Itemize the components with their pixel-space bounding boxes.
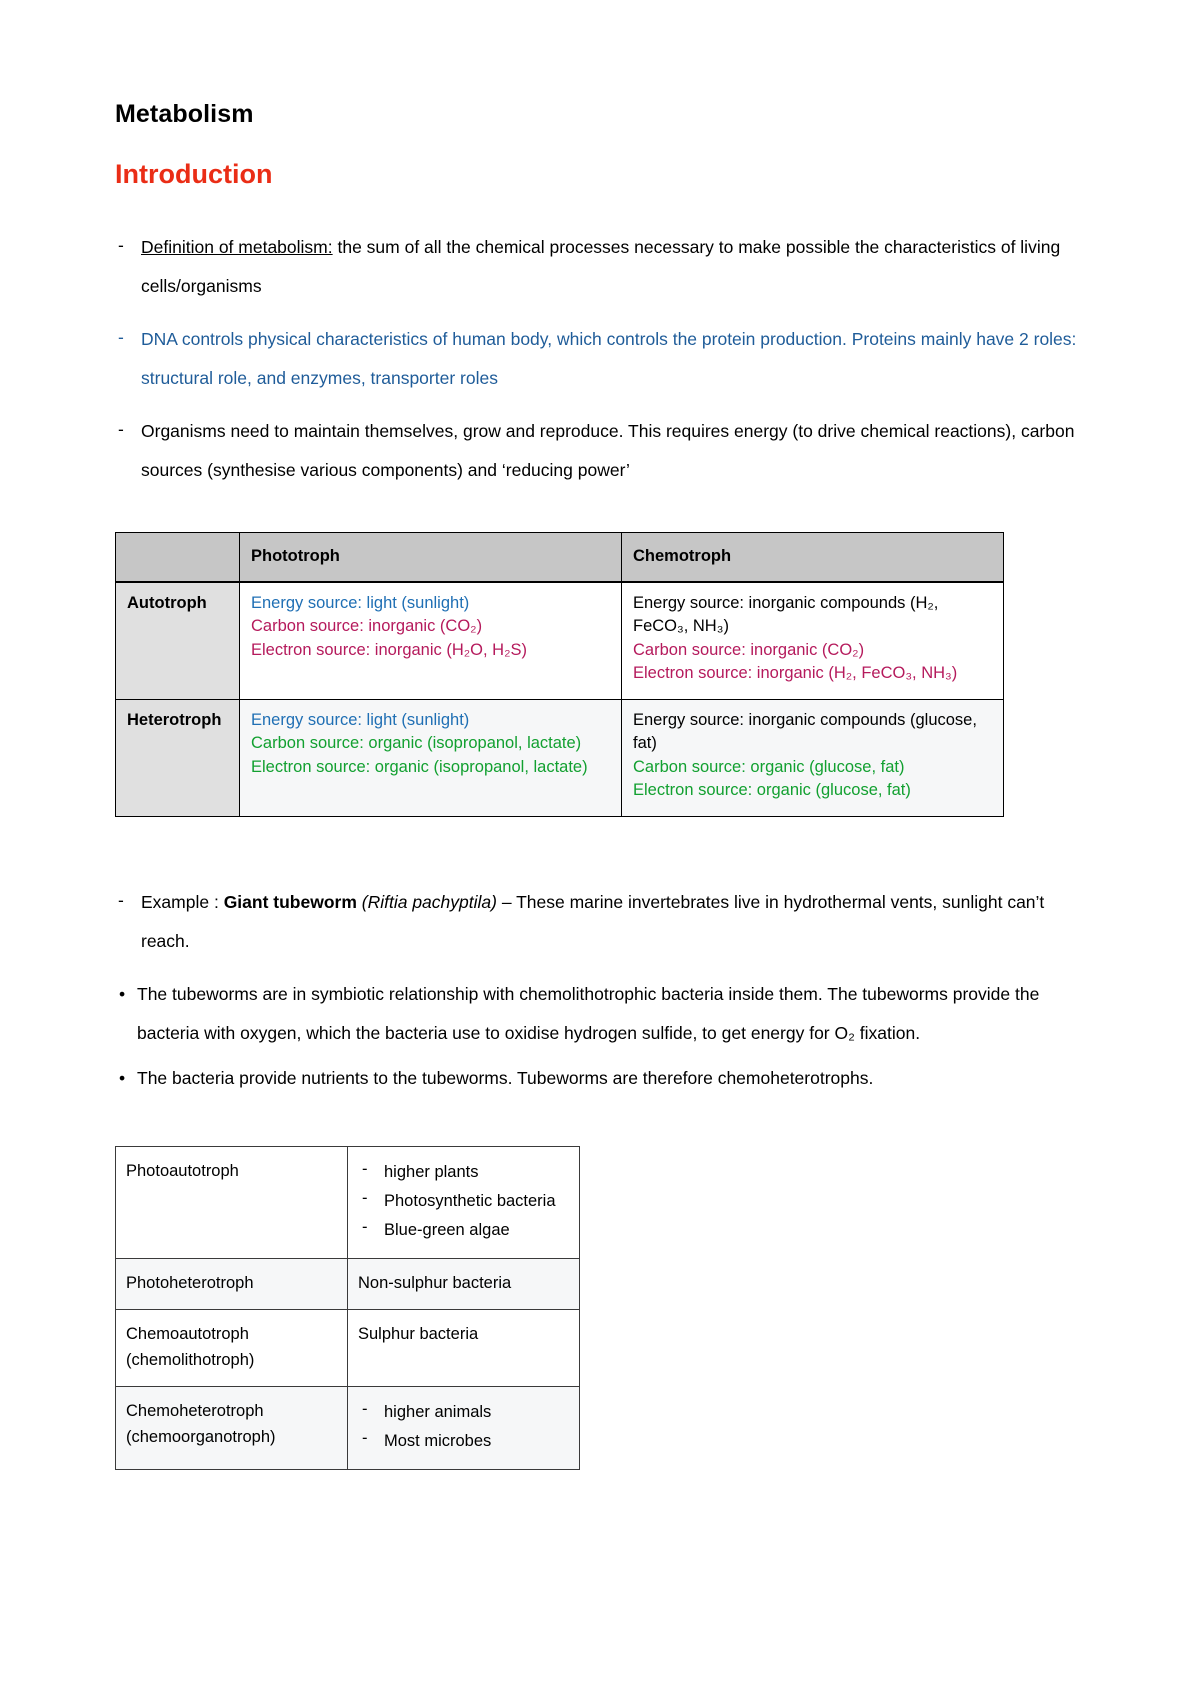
example-bullet-tubeworm	[115, 883, 1085, 961]
electron-source-line: Electron source: inorganic (H₂, FeCO₃, NH₃)	[633, 664, 958, 682]
table-row	[116, 1309, 580, 1386]
header-corner-blank	[116, 533, 240, 582]
carbon-source-line: Carbon source: organic (glucose, fat)	[633, 757, 905, 776]
row-label-heterotroph: Heterotroph	[116, 699, 240, 816]
example-block	[115, 883, 1085, 1098]
example-list	[358, 1398, 569, 1456]
class-examples-chemoheterotroph	[348, 1386, 580, 1469]
list-item: - higher plants	[358, 1158, 569, 1187]
classification-examples-table	[115, 1146, 580, 1470]
example-list	[358, 1158, 569, 1245]
table-row	[116, 1386, 580, 1469]
header-chemotroph: Chemotroph	[622, 533, 1004, 582]
energy-source-line: Energy source: inorganic compounds (H₂, FeCO₃, NH₃)	[633, 593, 939, 635]
example-species-common-name: Giant tubeworm	[223, 891, 357, 912]
class-label-text: Chemoautotroph	[126, 1324, 249, 1343]
intro-bullet-dna: - DNA controls physical characteristics of human body, which controls the protein production. Proteins mainly have 2 roles: structural role, and enzymes, transporter roles	[115, 320, 1085, 398]
definition-text: the sum of all the chemical processes necessary to make possible the characteristics of living cells/organisms	[141, 237, 1061, 296]
list-item: - Most microbes	[358, 1427, 569, 1456]
class-label-photoautotroph	[116, 1146, 348, 1258]
example-species-latin-name: (Riftia pachyptila)	[361, 891, 497, 912]
list-item: - Photosynthetic bacteria	[358, 1187, 569, 1216]
page-title: Metabolism	[115, 100, 254, 128]
example-rest: – These marine invertebrates live in hydrothermal vents, sunlight can’t reach.	[141, 891, 1045, 951]
class-label-text: Photoheterotroph	[126, 1273, 254, 1292]
example-bullet-list	[115, 883, 1085, 961]
table-row-heterotroph	[116, 699, 1004, 816]
cell-heterotroph-chemotroph	[622, 699, 1004, 816]
class-examples-photoheterotroph: Non-sulphur bacteria	[348, 1258, 580, 1309]
electron-source-line: Electron source: organic (glucose, fat)	[633, 781, 911, 799]
electron-source-line: Electron source: organic (isopropanol, lactate)	[251, 757, 588, 776]
trophy-classification-table	[115, 532, 1004, 817]
class-label-photoheterotroph	[116, 1258, 348, 1309]
class-label-text: Photoautotroph	[126, 1161, 239, 1180]
table-header-row	[116, 533, 1004, 582]
intro-bullet-organisms: - Organisms need to maintain themselves, grow and reproduce. This requires energy (to drive chemical reactions), carbon sources (synthesise various components) and ‘reducing power’	[115, 412, 1085, 490]
definition-lead: Definition of metabolism:	[141, 237, 333, 257]
class-label-chemoheterotroph	[116, 1386, 348, 1469]
class-label-chemoautotroph	[116, 1309, 348, 1386]
table-row-autotroph	[116, 582, 1004, 700]
table-row	[116, 1146, 580, 1258]
energy-source-line: Energy source: inorganic compounds (glucose, fat)	[633, 710, 977, 752]
electron-source-line: Electron source: inorganic (H₂O, H₂S)	[251, 640, 527, 659]
dot-bullet-nutrients: • The bacteria provide nutrients to the tubeworms. Tubeworms are therefore chemoheterotrophs.	[115, 1059, 1085, 1098]
energy-source-line: Energy source: light (sunlight)	[251, 593, 470, 612]
header-phototroph: Phototroph	[240, 533, 622, 582]
carbon-source-line: Carbon source: organic (isopropanol, lactate)	[251, 734, 582, 752]
cell-heterotroph-phototroph	[240, 699, 622, 816]
class-examples-photoautotroph	[348, 1146, 580, 1258]
dot-bullet-symbiosis: • The tubeworms are in symbiotic relationship with chemolithotrophic bacteria inside them. The tubeworms provide the bacteria with oxygen, which the bacteria use to oxidise hydrogen sulfide, to get energy for O₂ fixation.	[115, 975, 1085, 1053]
energy-source-line: Energy source: light (sunlight)	[251, 710, 470, 729]
cell-autotroph-phototroph	[240, 582, 622, 700]
table-row	[116, 1258, 580, 1309]
class-label-alt-text: (chemolithotroph)	[126, 1350, 255, 1369]
list-item: - higher animals	[358, 1398, 569, 1427]
intro-bullet-list	[115, 228, 1085, 490]
carbon-source-line: Carbon source: inorganic (CO₂)	[251, 617, 483, 635]
class-label-alt-text: (chemoorganotroph)	[126, 1427, 276, 1446]
cell-autotroph-chemotroph	[622, 582, 1004, 700]
example-lead: Example :	[141, 891, 224, 912]
class-label-text: Chemoheterotroph	[126, 1401, 264, 1420]
intro-bullet-definition	[115, 228, 1085, 306]
list-item: - Blue-green algae	[358, 1216, 569, 1245]
section-heading-introduction: Introduction	[115, 159, 273, 189]
row-label-autotroph: Autotroph	[116, 582, 240, 700]
class-examples-chemoautotroph: Sulphur bacteria	[348, 1309, 580, 1386]
carbon-source-line: Carbon source: inorganic (CO₂)	[633, 640, 865, 659]
